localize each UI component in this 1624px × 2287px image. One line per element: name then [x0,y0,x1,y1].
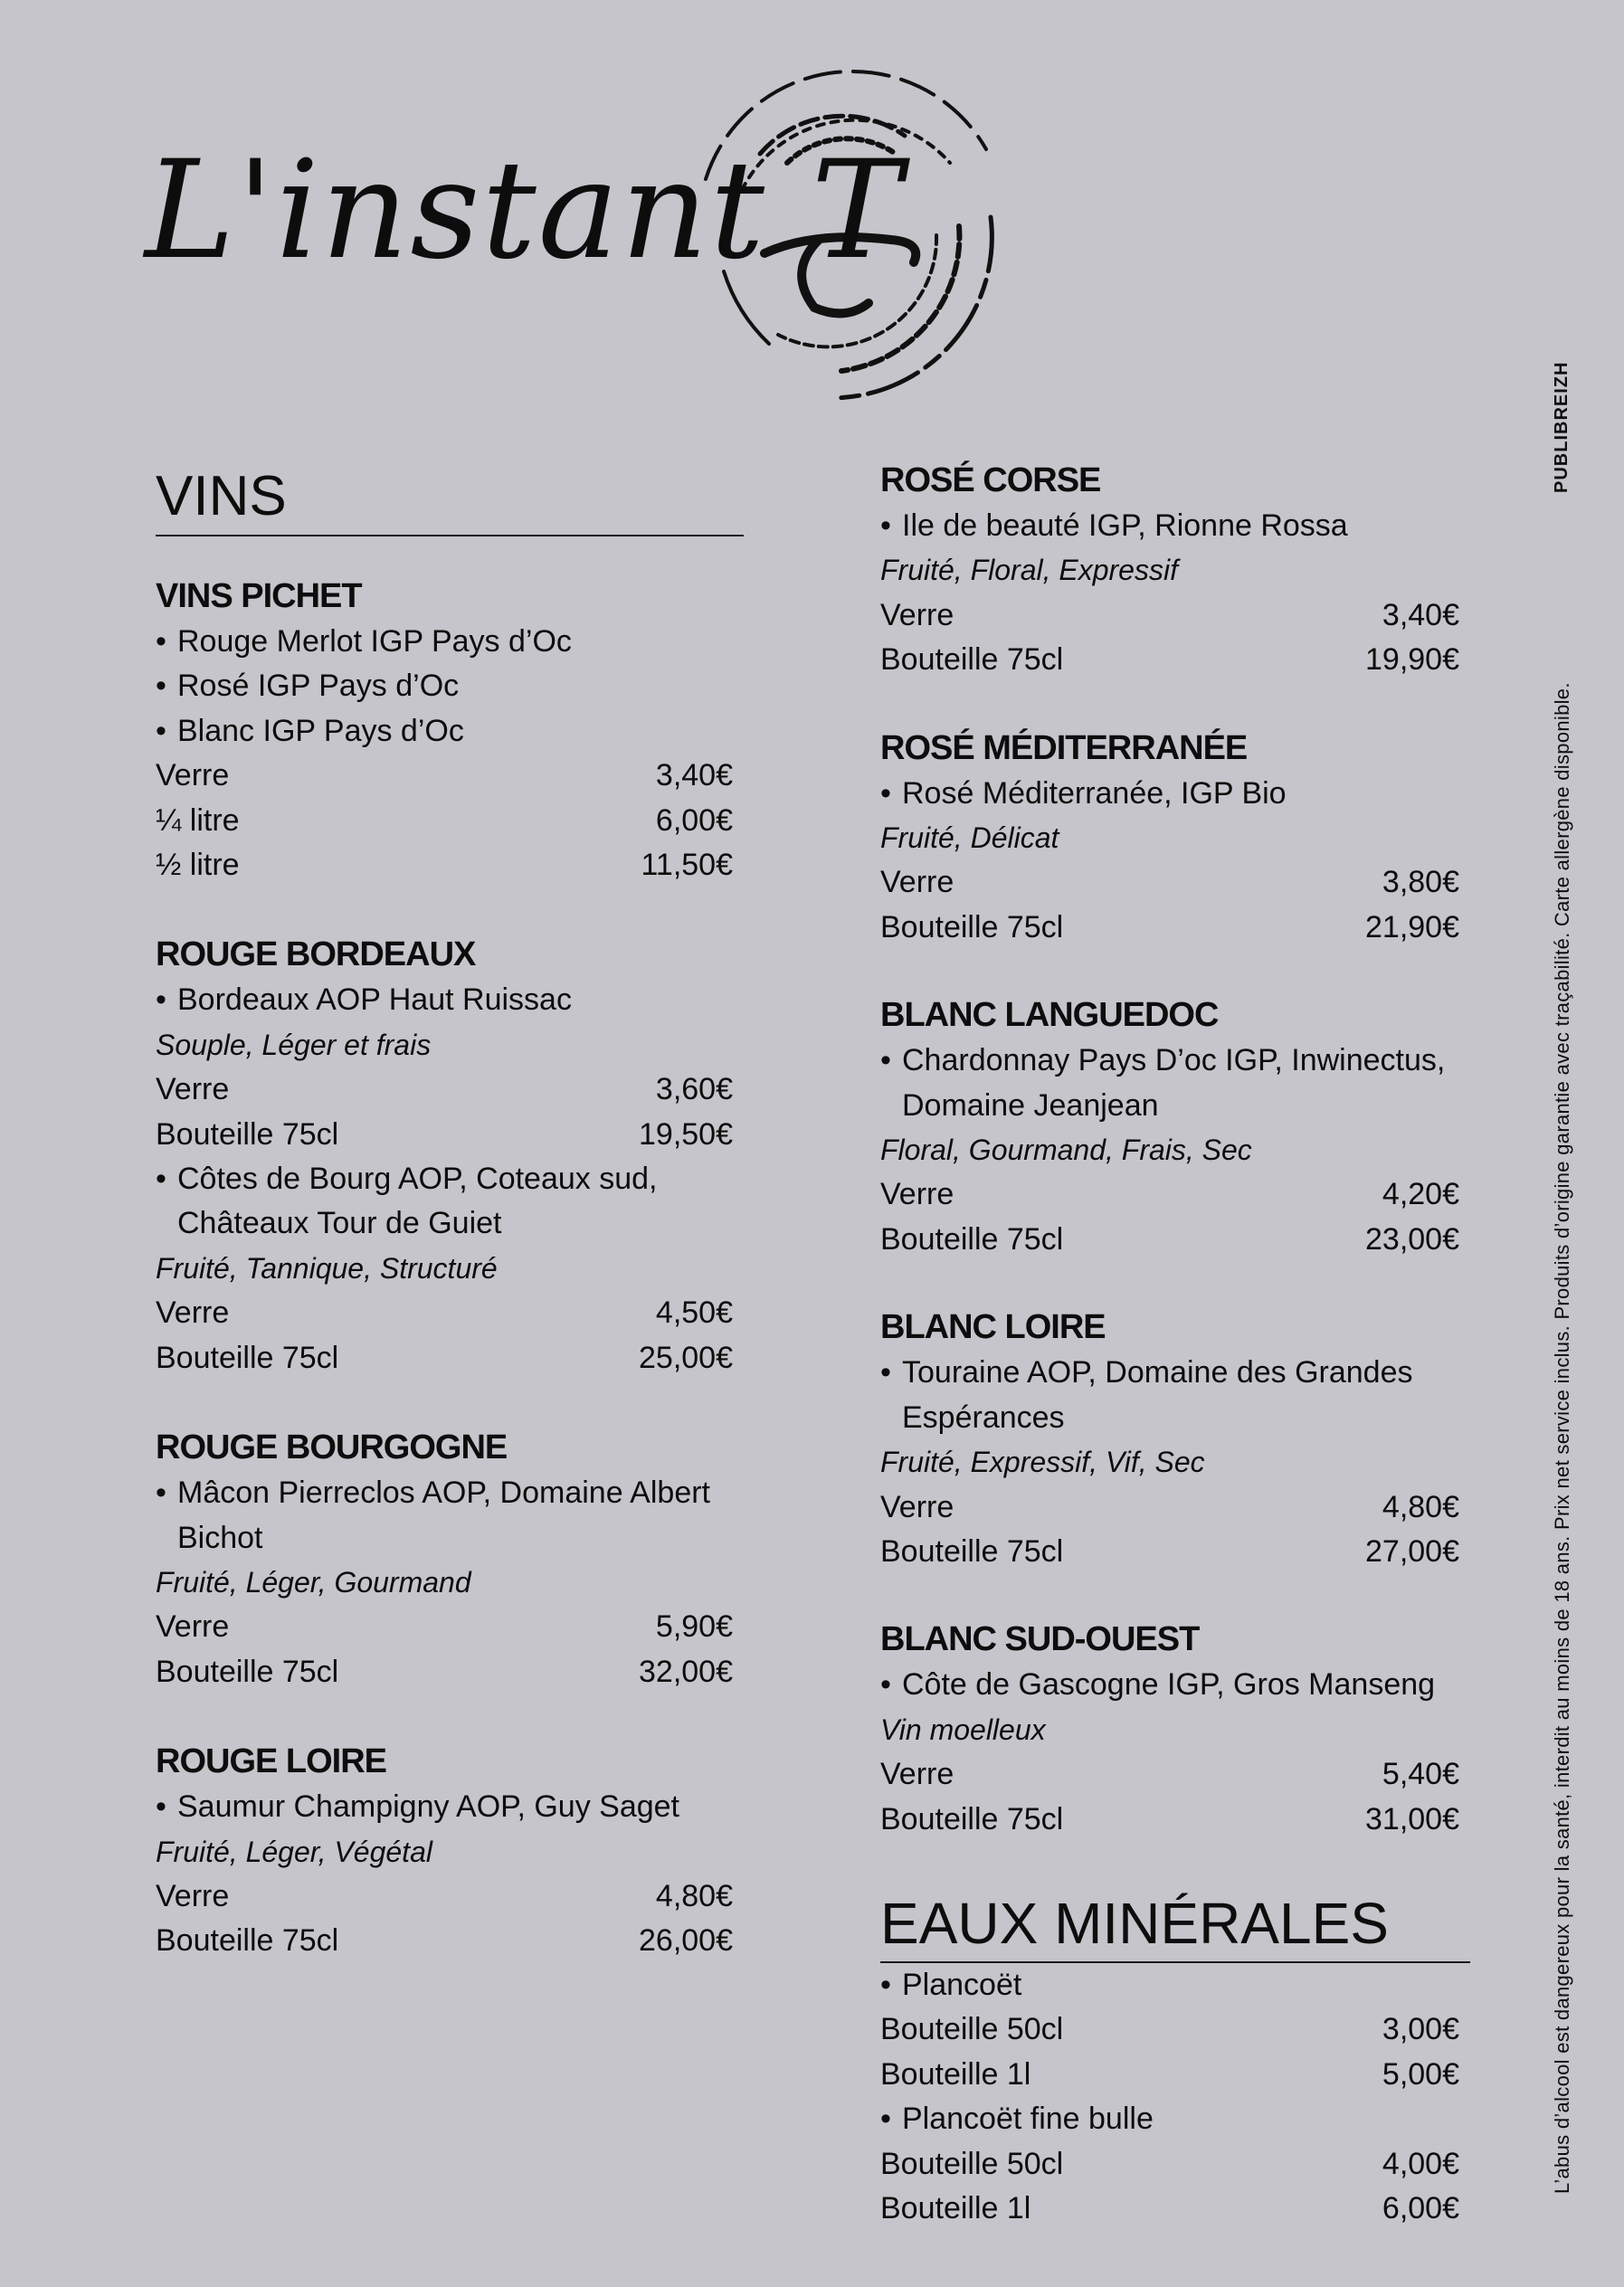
price-label: Verre [880,1489,954,1524]
price-row [880,1172,1470,1217]
price-value: 21,90€ [1365,909,1459,944]
price-value: 5,90€ [655,1609,733,1645]
price-label: Verre [156,1878,230,1913]
wine-item: • Côtes de Bourg AOP, Coteaux sud, Châteaux Tour de Guiet [156,1157,744,1247]
wine-item: • Rouge Merlot IGP Pays d’Oc [156,620,744,664]
price-value: 25,00€ [639,1340,733,1375]
price-row [156,1650,744,1694]
wine-item: • Blanc IGP Pays d’Oc [156,709,744,754]
price-label: Verre [156,758,230,793]
price-row [880,860,1470,905]
price-row [156,1605,744,1649]
price-row [156,1068,744,1112]
wine-item: • Bordeaux AOP Haut Ruissac [156,978,744,1022]
tasting-note: Fruité, Léger, Gourmand [156,1565,471,1599]
wine-item: • Rosé IGP Pays d’Oc [156,664,744,708]
price-row [880,1530,1470,1574]
section-title: ROSÉ MÉDITERRANÉE [880,728,1248,767]
wine-section [156,931,744,1381]
price-label: Verre [880,1757,954,1792]
price-value: 19,90€ [1365,642,1459,678]
wine-item: • Saumur Champigny AOP, Guy Saget [156,1785,744,1829]
price-value: 11,50€ [641,848,733,883]
wines-column-left [156,457,744,2007]
price-label: ¼ litre [156,802,240,838]
price-row [880,2007,1470,2052]
price-value: 26,00€ [639,1923,733,1959]
price-row [880,1752,1470,1797]
wine-section [156,573,744,887]
waters-title: EAUX MINÉRALES [880,1884,1470,1963]
price-value: 6,00€ [655,802,733,838]
tasting-note: Vin moelleux [880,1713,1046,1746]
price-value: 27,00€ [1365,1533,1459,1569]
brand-name: L'instant T [145,132,904,289]
price-row [156,799,744,843]
price-value: 5,00€ [1382,2056,1459,2092]
logo [0,0,1624,425]
tasting-note: Fruité, Expressif, Vif, Sec [880,1446,1205,1479]
section-title: ROUGE LOIRE [156,1742,387,1781]
section-title: VINS PICHET [156,577,362,615]
price-label: Bouteille 75cl [880,909,1064,944]
price-label: Bouteille 75cl [880,1221,1064,1257]
price-label: Verre [156,1295,230,1331]
price-value: 3,60€ [655,1072,733,1107]
price-value: 3,40€ [655,758,733,793]
wine-section [156,1424,744,1694]
section-title: ROUGE BOURGOGNE [156,1428,508,1467]
price-row [156,1336,744,1381]
price-label: Verre [880,1177,954,1212]
price-label: Bouteille 75cl [880,1801,1064,1836]
printer-logo: PUBLIBREIZH [1552,361,1572,493]
wine-item: • Rosé Méditerranée, IGP Bio [880,772,1470,816]
wines-title: VINS [156,457,744,536]
price-row [880,593,1470,638]
price-value: 3,40€ [1382,597,1459,632]
price-label: Bouteille 1l [880,2190,1031,2225]
wine-section [156,1738,744,1964]
price-label: Bouteille 75cl [156,1654,339,1689]
price-label: Bouteille 50cl [880,2146,1064,2181]
waters-list [880,1963,1470,2231]
price-label: Bouteille 75cl [880,642,1064,678]
wine-section [880,457,1470,683]
price-value: 4,80€ [655,1878,733,1913]
price-row [880,2053,1470,2097]
price-label: Bouteille 75cl [156,1116,339,1152]
price-value: 3,00€ [1382,2012,1459,2047]
price-value: 4,20€ [1382,1177,1459,1212]
wine-section [880,992,1470,1262]
price-value: 4,00€ [1382,2146,1459,2181]
price-row [880,638,1470,682]
price-value: 4,80€ [1382,1489,1459,1524]
price-value: 19,50€ [639,1116,733,1152]
price-label: ½ litre [156,848,240,883]
tasting-note: Fruité, Délicat [880,821,1059,855]
section-title: BLANC SUD-OUEST [880,1620,1200,1659]
price-label: Bouteille 75cl [156,1923,339,1959]
price-label: Verre [156,1609,230,1645]
wine-item: • Touraine AOP, Domaine des Grandes Espérances [880,1351,1470,1440]
price-row [156,843,744,887]
price-row [156,1874,744,1919]
price-label: Verre [156,1072,230,1107]
legal-notice: L’abus d’alcool est dangereux pour la santé, interdit au moins de 18 ans. Prix net service inclus. Produits d’origine garantie avec traçabilité. Carte allergène disponible. [1551,682,1573,2194]
price-value: 5,40€ [1382,1757,1459,1792]
wine-item: • Côte de Gascogne IGP, Gros Manseng [880,1663,1470,1707]
price-row [156,1113,744,1157]
price-value: 23,00€ [1365,1221,1459,1257]
wine-item: • Plancoët [880,1963,1470,2007]
price-row [880,1218,1470,1262]
price-row [880,1798,1470,1842]
price-row [880,2187,1470,2231]
wines-column-right [880,457,1470,2231]
section-title: BLANC LANGUEDOC [880,996,1219,1035]
price-value: 3,80€ [1382,865,1459,900]
tasting-note: Fruité, Léger, Végétal [156,1835,432,1868]
price-value: 31,00€ [1365,1801,1459,1836]
price-value: 4,50€ [655,1295,733,1331]
wine-section [880,1616,1470,1842]
price-label: Verre [880,597,954,632]
price-label: Bouteille 75cl [880,1533,1064,1569]
tasting-note: Souple, Léger et frais [156,1028,432,1061]
price-row [156,754,744,798]
section-title: ROSÉ CORSE [880,461,1101,499]
price-row [156,1919,744,1963]
price-label: Bouteille 1l [880,2056,1031,2092]
tasting-note: Fruité, Tannique, Structuré [156,1251,498,1285]
price-label: Bouteille 50cl [880,2012,1064,2047]
tasting-note: Floral, Gourmand, Frais, Sec [880,1134,1252,1167]
wine-item: • Mâcon Pierreclos AOP, Domaine Albert Bichot [156,1471,744,1561]
price-row [880,1485,1470,1530]
wine-item: • Plancoët fine bulle [880,2097,1470,2141]
wine-section [880,1304,1470,1574]
price-row [880,2142,1470,2187]
price-label: Bouteille 75cl [156,1340,339,1375]
tasting-note: Fruité, Floral, Expressif [880,554,1178,587]
price-row [156,1291,744,1335]
price-value: 32,00€ [639,1654,733,1689]
price-label: Verre [880,865,954,900]
wine-item: • Ile de beauté IGP, Rionne Rossa [880,504,1470,548]
section-title: BLANC LOIRE [880,1308,1106,1347]
section-title: ROUGE BORDEAUX [156,935,476,974]
price-value: 6,00€ [1382,2190,1459,2225]
price-row [880,906,1470,950]
wine-section [880,725,1470,951]
wine-item: • Chardonnay Pays D’oc IGP, Inwinectus, Domaine Jeanjean [880,1039,1470,1128]
